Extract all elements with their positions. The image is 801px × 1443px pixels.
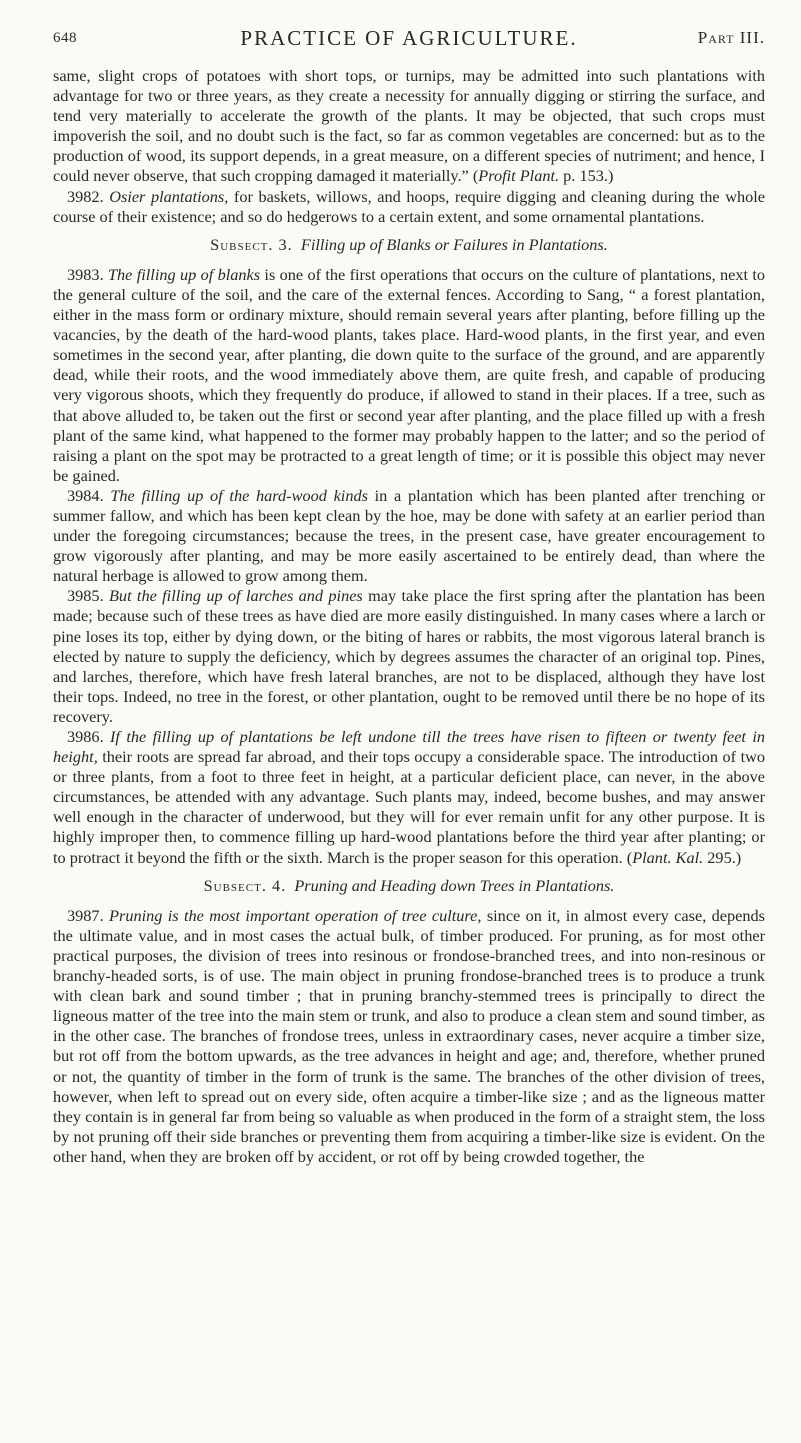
paragraph-text: in a plantation which has been planted after trenching or summer fallow, and which has been kept clean by the hoe, may be done with safety at an earlier period than under the foregoing circumstances; because the trees, in the present case, have greater encouragement to grow vigorously after planting, and may be more easily ascertained to be entirely dead, than where the natural herbage is allowed to grow among them. [53,485,765,586]
paragraph-number: 3987. [67,905,104,925]
paragraph-3987 [53,906,765,1167]
paragraph-text: is one of the first operations that occurs on the culture of plantations, next to the general culture of the soil, and the care of the external fences. According to Sang, “ a forest plantation, either in the mass form or ordinary mixture, should remain several years after planting, before filling up the vacancies, by the death of the hard-wood plants, takes place. Hard-wood plants, in the first year, and even sometimes in the second year, after planting, die down quite to the surface of the ground, and are apparently dead, while their roots, and the wood immediately above them, are quite fresh, and capable of producing very vigorous shoots, which they frequently do produce, if allowed to stand in their places. If a tree, such as that above alluded to, be taken out the first or second year after planting, and the place filled up with a fresh plant of the same kind, what happened to the former may probably happen to the latter; and so the period of raising a plant on the spot may be protracted to a great length of time; or it is possible this object may never be gained. [53,264,765,485]
paragraph-number: 3983. [67,264,104,284]
part-label: Part III. [697,28,765,47]
page-title: PRACTICE OF AGRICULTURE. [240,26,578,50]
paragraph-3986 [53,727,765,868]
running-head [53,24,765,56]
paragraph-heading: The filling up of the hard-wood kinds [110,485,368,505]
paragraph-heading: The filling up of blanks [107,264,261,284]
citation-tail: 295.) [703,847,742,867]
book-page [53,24,765,1167]
subsection-title: Pruning and Heading down Trees in Plantations. [294,875,615,895]
citation-reference: Profit Plant. [478,166,560,186]
subsection-label: Subsect. 4. [203,875,287,895]
paragraph-heading: Osier plantations, [109,186,229,206]
page-number: 648 [53,30,77,46]
paragraph-number: 3984. [67,485,104,505]
citation-tail: p. 153.) [559,166,614,186]
paragraph-text: since on it, in almost every case, depends the ultimate value, and in most cases the actual bulk, of timber produced. For pruning, as for most other practical purposes, the division of trees into resinous or frondose-branched trees, and into non-resinous or branchy-headed sorts, is of use. The main object in pruning frondose-branched trees is to produce a trunk with clean bark and sound timber ; that in pruning branchy-stemmed trees is principally to direct the ligneous matter of the tree into the main stem or trunk, and also to produce a clean stem and sound timber, as in the other case. The branches of frondose trees, unless in extraordinary cases, never acquire a timber size, but rot off from the bottom upwards, as the tree advances in height and age; and, therefore, whether pruned or not, the quantity of timber in the form of trunk is the same. The branches of the other division of trees, however, when left to spread out on every side, often acquire a timber-like size ; and as the ligneous matter they contain is in general far from being so valuable as when produced in the form of a straight stem, the loss by not pruning off their side branches or preventing them from acquiring a timber-like size is evident. On the other hand, when they are broken off by accident, or rot off by being crowded together, the [53,905,765,1166]
subsection-heading-4 [53,876,765,896]
paragraph-number: 3985. [67,586,104,606]
paragraph-text: for baskets, willows, and hoops, require digging and cleaning during the whole course of their existence; and so do hedgerows to a certain extent, and some ornamental plantations. [53,186,765,226]
paragraph-3983 [53,265,765,486]
paragraph-3985 [53,586,765,727]
paragraph-3982 [53,187,765,227]
paragraph-continued [53,66,765,187]
paragraph-heading: Pruning is the most important operation of tree culture, [109,905,482,925]
paragraph-number: 3986. [67,727,104,746]
paragraph-3984 [53,486,765,586]
citation-reference: Plant. Kal. [632,847,704,867]
paragraph-text: may take place the first spring after the plantation has been made; because such of these trees as have died are more easily distinguished. In many cases where a larch or pine loses its top, either by dying down, or the biting of hares or rabbits, the most vigorous lateral branch is elected by nature to supply the deficiency, which by degrees assumes the character of an original top. Pines, and larches, therefore, which have fresh lateral branches, are not to be displaced, although they have lost their tops. Indeed, no tree in the forest, or other plantation, ought to be removed until there be no hope of its recovery. [53,586,766,726]
paragraph-number: 3982. [67,186,104,206]
subsection-heading-3 [53,235,765,255]
paragraph-text: same, slight crops of potatoes with short tops, or turnips, may be admitted into such plantations with advantage for two or three years, as they create a necessity for annually digging or stirring the surface, and tend very materially to accelerate the growth of the plants. It may be objected, that such crops must impoverish the soil, and no doubt such is the fact, so far as common vegetables are concerned: but as to the production of wood, its support depends, in a great measure, on a different species of nutriment; and hence, I could never observe, that such cropping damaged it materially.” ( [53,66,765,186]
paragraph-heading: But the filling up of larches and pines [108,586,363,606]
subsection-label: Subsect. 3. [210,234,293,254]
paragraph-text: their roots are spread far abroad, and their tops occupy a considerable space. The introduction of two or three plants, from a foot to three feet in height, at a particular deficient place, can never, in the above circumstances, be attended with any advantage. Such plants may, indeed, become bushes, and may answer well enough in the character of underwood, but they will for ever remain unfit for any other purpose. It is highly improper then, to commence filling up hard-wood plantations before the third year after planting; or to protract it beyond the fifth or the sixth. March is the proper season for this operation. ( [53,747,765,867]
subsection-title: Filling up of Blanks or Failures in Plantations. [300,234,608,254]
paragraph-heading: If the filling up of plantations be left undone till the trees have risen to fifteen or twenty feet in height, [53,727,765,767]
body-text [53,66,765,1167]
